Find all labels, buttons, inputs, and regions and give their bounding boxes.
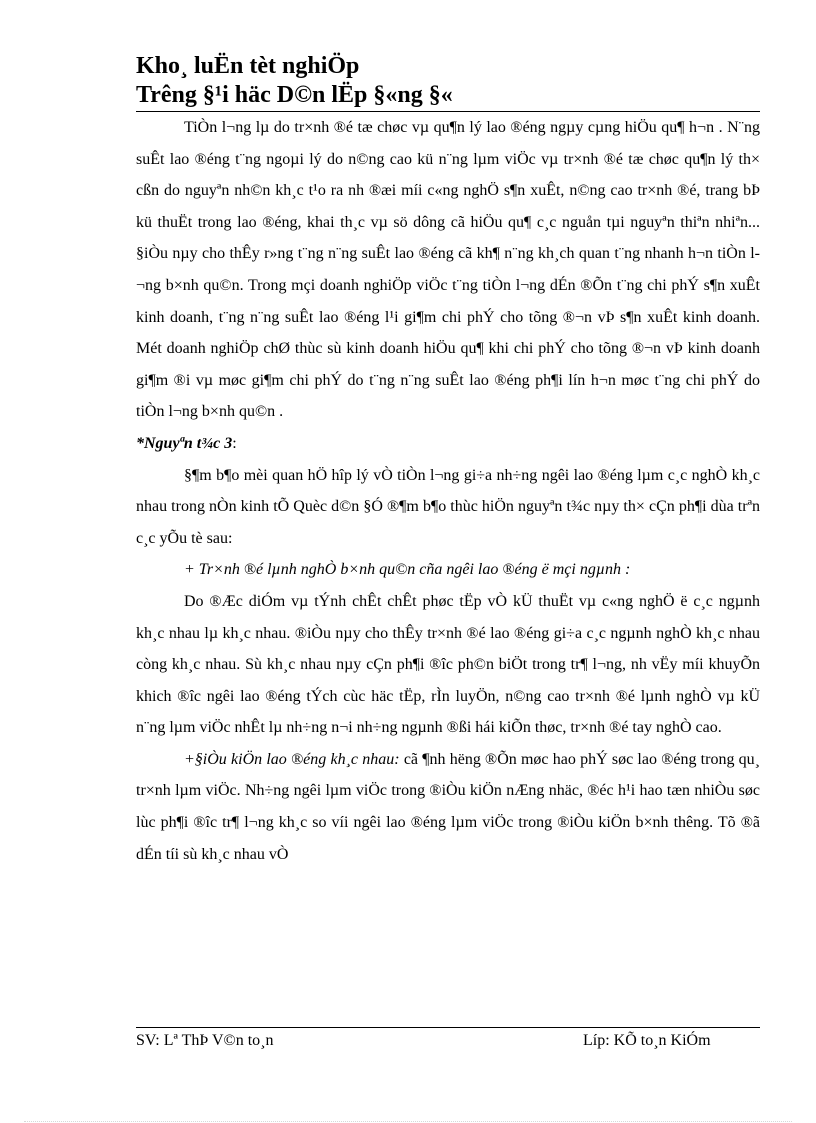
bullet-skill-level: + Tr×nh ®é lµnh nghÒ b×nh qu©n cña ngêi lao ®éng ë mçi ngµnh :: [184, 561, 631, 579]
university-name: Trêng §¹i häc D©n lËp §«ng §«: [136, 82, 453, 108]
thesis-title: Kho¸ luËn tèt nghiÖp: [136, 53, 360, 79]
page-bottom-edge: [24, 1121, 792, 1122]
document-body: [136, 112, 760, 870]
paragraph-principle-3: §¶m b¶o mèi quan hÖ hîp lý vÒ tiÒn l¬ng gi÷a nh÷ng ngêi lao ®éng lµm c¸c nghÒ kh¸c nhau trong nÒn kinh tÕ Quèc d©n §Ó ®¶m b¶o thùc hiÖn nguyªn t¾c nµy th× cÇn ph¶i dùa trªn c¸c yÕu tè sau:: [136, 466, 760, 547]
paragraph-wages-productivity: TiÒn l¬ng lµ do tr×nh ®é tæ chøc vµ qu¶n lý lao ®éng ngµy cµng hiÖu qu¶ h¬n . N¨ng suÊt lao ®éng t¨ng ngoµi lý do n©ng cao kü n¨ng lµm viÖc vµ tr×nh ®é tæ chøc qu¶n lý th× cßn do nguyªn nh©n kh¸c t¹o ra nh ®æi míi c«ng nghÖ s¶n xuÊt, n©ng cao tr×nh ®é, trang bÞ kü thuËt trong lao ®éng, khai th¸c vµ sö dông cã hiÖu qu¶ c¸c nguån tµi nguyªn thiªn nhiªn... §iÒu nµy cho thÊy r»ng t¨ng n¨ng suÊt lao ®éng cã kh¶ n¨ng kh¸ch quan t¨ng nhanh h¬n tiÒn l¬ng b×nh qu©n. Trong mçi doanh nghiÖp viÖc t¨ng tiÒn l¬ng dÉn ®Õn t¨ng chi phÝ s¶n xuÊt kinh doanh, t¨ng n¨ng suÊt lao ®éng l¹i gi¶m chi phÝ cho tõng ®¬n vÞ s¶n xuÊt kinh doanh. Mét doanh nghiÖp chØ thùc sù kinh doanh hiÖu qu¶ khi chi phÝ cho tõng ®¬n vÞ kinh doanh gi¶m ®i vµ møc gi¶m chi phÝ do t¨ng n¨ng suÊt lao ®éng ph¶i lín h¬n møc t¨ng chi phÝ do tiÒn l¬ng b×nh qu©n .: [136, 119, 760, 421]
paragraph-industry-differences: Do ®Æc diÓm vµ tÝnh chÊt chÊt phøc tËp vÒ kÜ thuËt vµ c«ng nghÖ ë c¸c ngµnh kh¸c nhau lµ kh¸c nhau. ®iÒu nµy cho thÊy tr×nh ®é lao ®éng gi÷a c¸c ngµnh nghÒ kh¸c nhau còng kh¸c nhau. Sù kh¸c nhau nµy cÇn ph¶i ®îc ph©n biÖt trong tr¶ l¬ng, nh vËy míi khuyÕn khich ®îc ngêi lao ®éng tÝch cùc häc tËp, rÌn luyÖn, n©ng cao tr×nh ®é lµnh nghÒ vµ kÜ n¨ng lµm viÖc nhÊt lµ nh÷ng n¬i nh÷ng ngµnh ®ßi hái kiÕn thøc, tr×nh ®é tay nghÒ cao.: [136, 592, 760, 737]
principle-3-label: *Nguyªn t¾c 3: [136, 434, 233, 452]
paragraph-working-conditions: [136, 744, 760, 870]
footer-student: SV: Lª ThÞ V©n to¸n: [136, 1032, 274, 1049]
footer-rule: [136, 1027, 760, 1028]
footer-class: Líp: KÕ to¸n KiÓm: [583, 1032, 711, 1049]
working-conditions-text: cã ¶nh hëng ®Õn møc hao phÝ søc lao ®éng trong qu¸ tr×nh lµm viÖc. Nh÷ng ngêi lµm viÖc trong ®iÒu kiÖn nÆng nhäc, ®éc h¹i hao tæn nhiÒu søc lùc ph¶i ®îc tr¶ l¬ng kh¸c so víi ngêi lao ®éng lµm viÖc trong ®iÒu kiÖn b×nh thêng. Tõ ®ã dÉn tíi sù kh¸c nhau vÒ: [136, 750, 760, 863]
principle-3-heading: [136, 428, 760, 460]
working-conditions-lead: +§iÒu kiÖn lao ®éng kh¸c nhau:: [184, 750, 400, 768]
principle-3-colon: :: [232, 434, 237, 452]
page-header: [136, 52, 760, 110]
